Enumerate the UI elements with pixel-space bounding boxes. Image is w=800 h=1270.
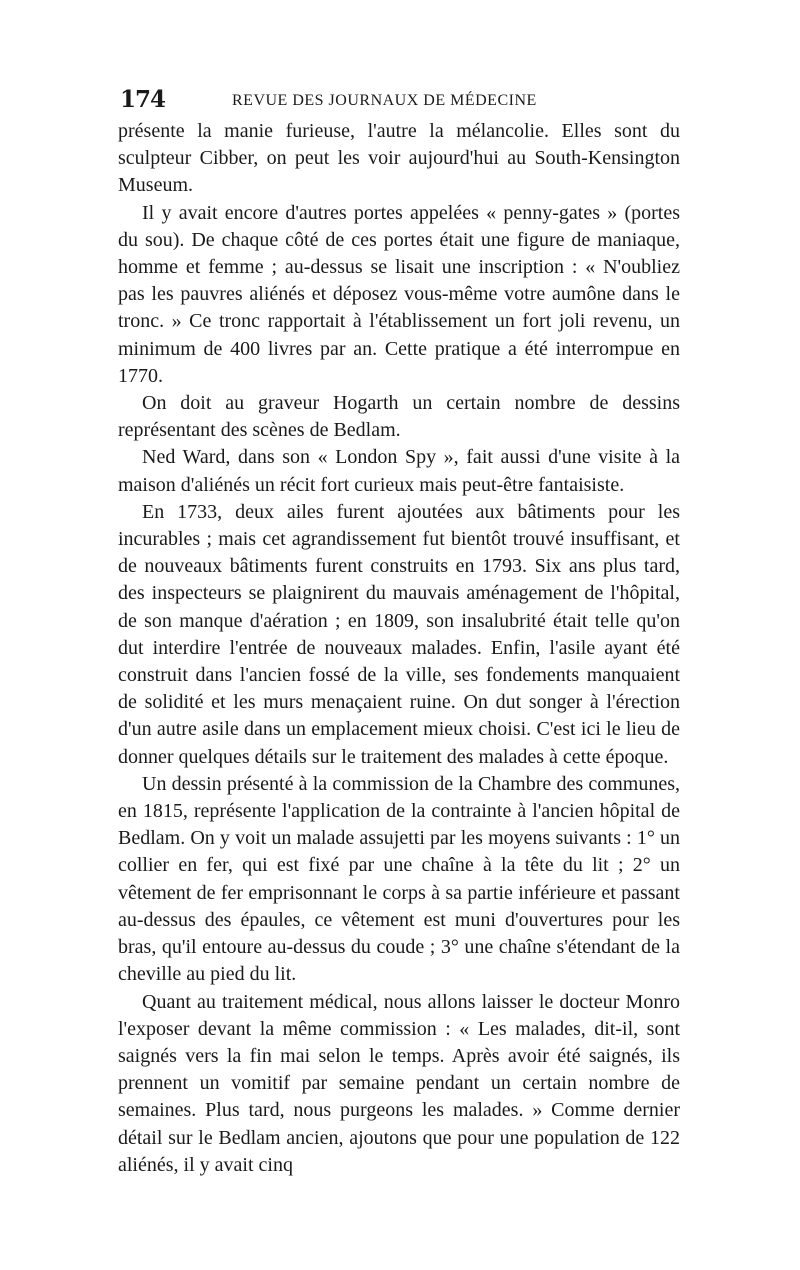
paragraph: On doit au graveur Hogarth un certain nombre de dessins représentant des scènes de Bedlam.: [118, 392, 680, 442]
running-head: [120, 86, 680, 116]
running-title: REVUE DES JOURNAUX DE MÉDECINE: [232, 92, 537, 109]
paragraph: Il y avait encore d'autres portes appelées « penny-gates » (portes du sou). De chaque côté de ces portes était une figure de maniaque, homme et femme ; au-dessus se lisait une inscription : « N'oubliez pas les pauvres aliénés et déposez vous-même votre aumône dans le tronc. » Ce tronc rapportait à l'établissement un fort joli revenu, un minimum de 400 livres par an. Cette pratique a été interrompue en 1770.: [118, 201, 680, 387]
paragraph: présente la manie furieuse, l'autre la mélancolie. Elles sont du sculpteur Cibber, on peut les voir aujourd'hui au South-Kensington Museum.: [118, 120, 680, 197]
paragraph: Ned Ward, dans son « London Spy », fait aussi d'une visite à la maison d'aliénés un récit fort curieux mais peut-être fantaisiste.: [118, 446, 680, 496]
paragraph: En 1733, deux ailes furent ajoutées aux bâtiments pour les incurables ; mais cet agrandissement fut bientôt trouvé insuffisant, et de nouveaux bâtiments furent construits en 1793. Six ans plus tard, des inspecteurs se plaignirent du mauvais aménagement de l'hôpital, de son manque d'aération ; en 1809, son insalubrité était telle qu'on dut interdire l'entrée de nouveaux malades. Enfin, l'asile ayant été construit dans l'ancien fossé de la ville, ses fondements manquaient de solidité et les murs menaçaient ruine. On dut songer à l'érection d'un autre asile dans un emplacement mieux choisi. C'est ici le lieu de donner quelques détails sur le traitement des malades à cette époque.: [118, 500, 680, 768]
paragraph: Quant au traitement médical, nous allons laisser le docteur Monro l'exposer devant la même commission : « Les malades, dit-il, sont saignés vers la fin mai selon le temps. Après avoir été saignés, ils prennent un vomitif par semaine pendant un certain nombre de semaines. Plus tard, nous purgeons les malades. » Comme dernier détail sur le Bedlam ancien, ajoutons que pour une population de 122 aliénés, il y avait cinq: [118, 990, 680, 1176]
page-number: 174: [120, 86, 166, 113]
paragraph: Un dessin présenté à la commission de la Chambre des communes, en 1815, représente l'application de la contrainte à l'ancien hôpital de Bedlam. On y voit un malade assujetti par les moyens suivants : 1° un collier en fer, qui est fixé par une chaîne à la tête du lit ; 2° un vêtement de fer emprisonnant le corps à sa partie inférieure et passant au-dessus des épaules, ce vêtement est muni d'ouvertures pour les bras, qu'il entoure au-dessus du coude ; 3° une chaîne s'étendant de la cheville au pied du lit.: [118, 772, 680, 986]
body-text: [118, 118, 680, 1179]
